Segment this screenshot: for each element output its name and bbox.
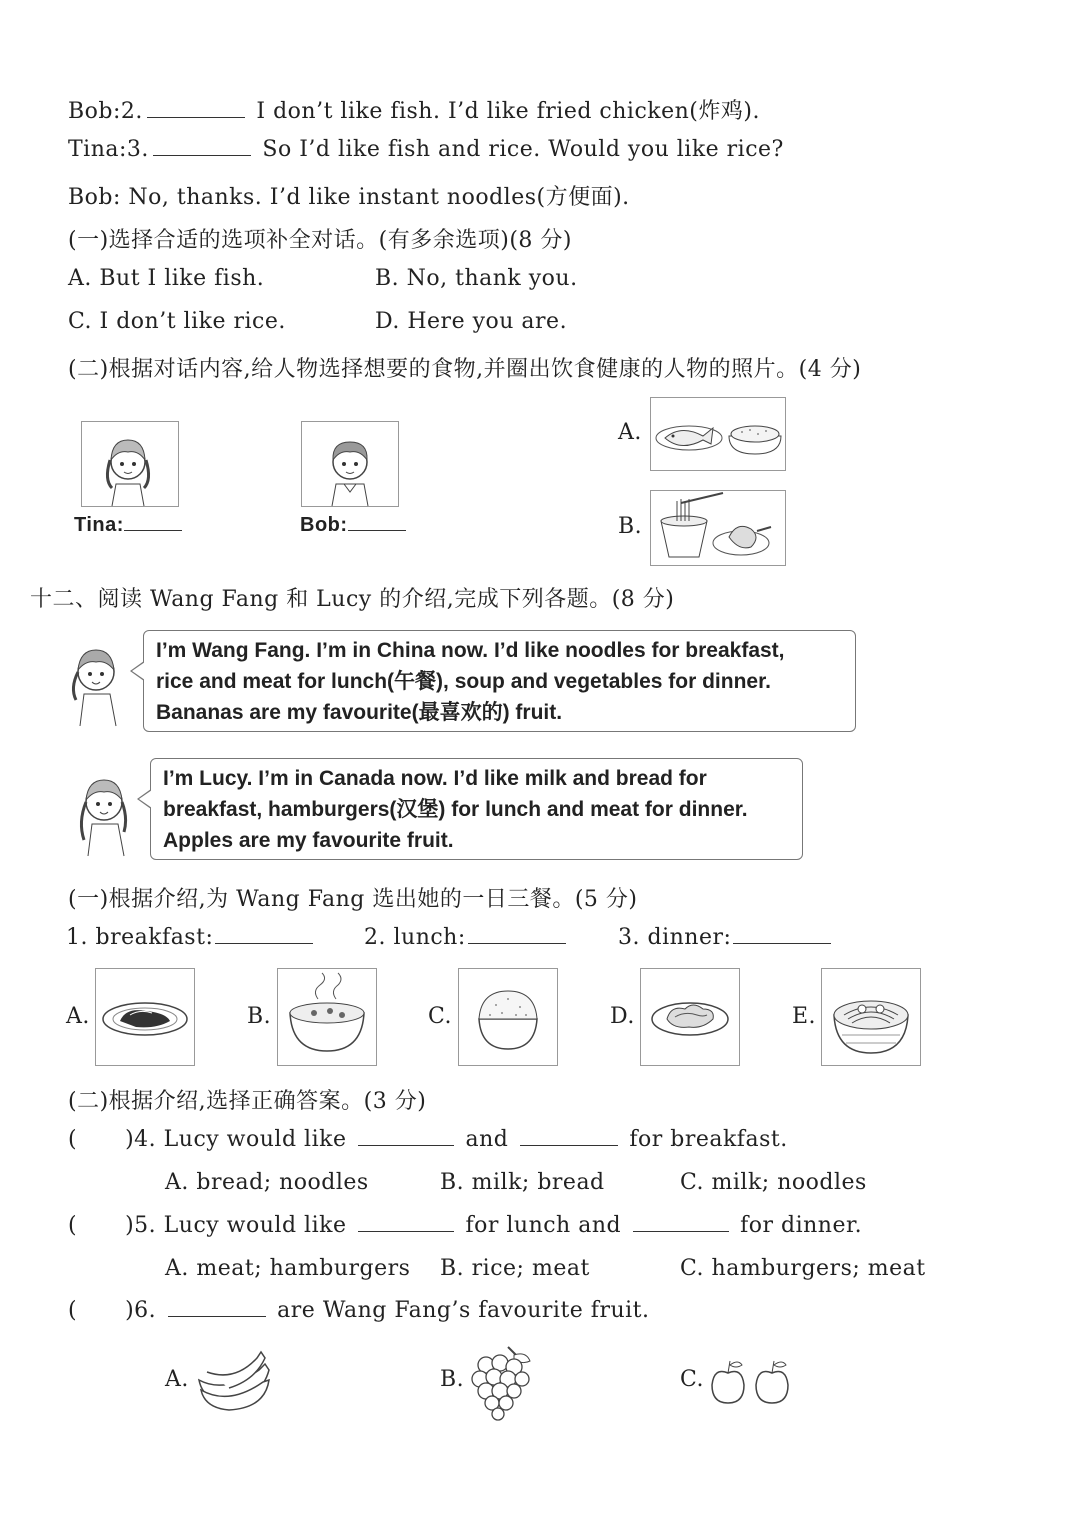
meal-b-image[interactable] bbox=[277, 968, 377, 1066]
noodles-chicken-image[interactable] bbox=[650, 490, 786, 566]
answer-blank[interactable] bbox=[633, 1230, 729, 1232]
answer-blank[interactable] bbox=[358, 1144, 454, 1146]
tina-answer bbox=[74, 514, 186, 537]
lucy-icon bbox=[72, 768, 142, 858]
boy-icon bbox=[302, 422, 398, 506]
fruit-option-c-label: C. bbox=[680, 1367, 705, 1392]
meal-c-label: C. bbox=[428, 1004, 453, 1029]
intro-line: I’m Wang Fang. I’m in China now. I’d like noodles for breakfast, bbox=[156, 639, 785, 662]
option-b: B. No, thank you. bbox=[375, 266, 578, 291]
answer-blank[interactable] bbox=[358, 1230, 454, 1232]
apples-icon[interactable] bbox=[708, 1357, 794, 1405]
rice-and-meat-icon bbox=[96, 969, 194, 1065]
meal-c-image[interactable] bbox=[458, 968, 558, 1066]
answer-blank[interactable] bbox=[147, 116, 245, 118]
bubble-tail-fill bbox=[132, 662, 145, 680]
meal-e-label: E. bbox=[792, 1004, 817, 1029]
answer-blank[interactable] bbox=[520, 1144, 618, 1146]
part-a-heading: (一)根据介绍,为 Wang Fang 选出她的一日三餐。(5 分) bbox=[68, 887, 638, 912]
fish-and-rice-icon bbox=[651, 398, 785, 470]
q1-breakfast bbox=[66, 925, 317, 950]
q2-lunch bbox=[364, 925, 570, 950]
answer-paren[interactable]: ( bbox=[68, 1127, 78, 1152]
question-6 bbox=[68, 1298, 650, 1323]
question-label: 3. dinner: bbox=[618, 925, 732, 950]
answer-blank[interactable] bbox=[153, 154, 251, 156]
intro-line: Apples are my favourite fruit. bbox=[163, 829, 454, 852]
answer-paren[interactable]: ( bbox=[68, 1213, 78, 1238]
meal-a-image[interactable] bbox=[95, 968, 195, 1066]
food-option-a-label: A. bbox=[618, 420, 642, 445]
grapes-icon[interactable] bbox=[470, 1345, 534, 1421]
question-text: and bbox=[465, 1127, 509, 1152]
vegetables-icon bbox=[641, 969, 739, 1065]
intro-line: rice and meat for lunch(午餐), soup and vegetables for dinner. bbox=[156, 670, 771, 693]
tina-photo[interactable] bbox=[81, 421, 179, 507]
girl-icon bbox=[82, 422, 178, 506]
dialog-line-bob-2 bbox=[68, 94, 760, 125]
question-text: for lunch and bbox=[465, 1213, 622, 1238]
intro-line: I’m Lucy. I’m in Canada now. I’d like milk and bread for bbox=[163, 767, 707, 790]
bubble-tail-fill bbox=[139, 790, 152, 808]
wang-fang-icon bbox=[62, 638, 132, 728]
answer-blank[interactable] bbox=[468, 942, 566, 944]
answer-blank[interactable] bbox=[124, 529, 182, 531]
rice-bowl-icon bbox=[459, 969, 557, 1065]
question-label: 2. lunch: bbox=[364, 925, 466, 950]
dialog-text: So I’d like fish and rice. Would you like rice? bbox=[262, 137, 784, 162]
food-option-b-label: B. bbox=[618, 514, 643, 539]
bob-label: Bob: bbox=[300, 514, 348, 536]
soup-icon bbox=[278, 969, 376, 1065]
question-text: )4. Lucy would like bbox=[125, 1127, 347, 1152]
meal-a-label: A. bbox=[66, 1004, 90, 1029]
section-12-heading: 十二、阅读 Wang Fang 和 Lucy 的介绍,完成下列各题。(8 分) bbox=[30, 587, 675, 612]
part1-heading: (一)选择合适的选项补全对话。(有多余选项)(8 分) bbox=[68, 228, 572, 253]
fruit-option-b-label: B. bbox=[440, 1367, 465, 1392]
bob-photo[interactable] bbox=[301, 421, 399, 507]
option-d: D. Here you are. bbox=[375, 309, 568, 334]
tina-label: Tina: bbox=[74, 514, 124, 536]
question-text: for dinner. bbox=[740, 1213, 863, 1238]
fish-rice-image[interactable] bbox=[650, 397, 786, 471]
meal-d-label: D. bbox=[610, 1004, 635, 1029]
noodles-bowl-icon bbox=[822, 969, 920, 1065]
option-a: A. But I like fish. bbox=[68, 266, 265, 291]
answer-paren[interactable]: ( bbox=[68, 1298, 78, 1323]
part-b-heading: (二)根据介绍,选择正确答案。(3 分) bbox=[68, 1089, 427, 1114]
question-text: are Wang Fang’s favourite fruit. bbox=[277, 1298, 650, 1323]
answer-blank[interactable] bbox=[168, 1315, 266, 1317]
q5-option-a: A. meat; hamburgers bbox=[165, 1256, 411, 1281]
question-text: for breakfast. bbox=[629, 1127, 788, 1152]
meal-e-image[interactable] bbox=[821, 968, 921, 1066]
question-5 bbox=[68, 1213, 862, 1238]
q4-option-a: A. bread; noodles bbox=[165, 1170, 369, 1195]
question-4 bbox=[68, 1127, 788, 1152]
question-text: )5. Lucy would like bbox=[125, 1213, 347, 1238]
q4-option-b: B. milk; bread bbox=[440, 1170, 605, 1195]
answer-blank[interactable] bbox=[733, 942, 831, 944]
answer-blank[interactable] bbox=[348, 529, 406, 531]
answer-blank[interactable] bbox=[215, 942, 313, 944]
dialog-text: I don’t like fish. I’d like fried chicken(炸鸡). bbox=[256, 99, 760, 124]
bob-answer bbox=[300, 514, 410, 537]
intro-line: breakfast, hamburgers(汉堡) for lunch and meat for dinner. bbox=[163, 798, 748, 821]
dialog-line-bob-last: Bob: No, thanks. I’d like instant noodles(方便面). bbox=[68, 185, 630, 210]
banana-icon[interactable] bbox=[195, 1350, 275, 1412]
q3-dinner bbox=[618, 925, 835, 950]
speaker-prefix: Bob:2. bbox=[68, 99, 143, 124]
q4-option-c: C. milk; noodles bbox=[680, 1170, 867, 1195]
intro-line: Bananas are my favourite(最喜欢的) fruit. bbox=[156, 701, 563, 724]
meal-b-label: B. bbox=[247, 1004, 272, 1029]
q5-option-c: C. hamburgers; meat bbox=[680, 1256, 926, 1281]
dialog-line-tina-3 bbox=[68, 137, 784, 162]
fruit-option-a-label: A. bbox=[165, 1367, 189, 1392]
question-label: 1. breakfast: bbox=[66, 925, 214, 950]
q5-option-b: B. rice; meat bbox=[440, 1256, 590, 1281]
question-text: )6. bbox=[125, 1298, 157, 1323]
part2-heading: (二)根据对话内容,给人物选择想要的食物,并圈出饮食健康的人物的照片。(4 分) bbox=[68, 357, 862, 382]
option-c: C. I don’t like rice. bbox=[68, 309, 286, 334]
speaker-prefix: Tina:3. bbox=[68, 137, 149, 162]
lucy-intro bbox=[150, 758, 803, 860]
noodles-and-chicken-icon bbox=[651, 491, 785, 565]
meal-d-image[interactable] bbox=[640, 968, 740, 1066]
wang-fang-intro bbox=[143, 630, 856, 732]
